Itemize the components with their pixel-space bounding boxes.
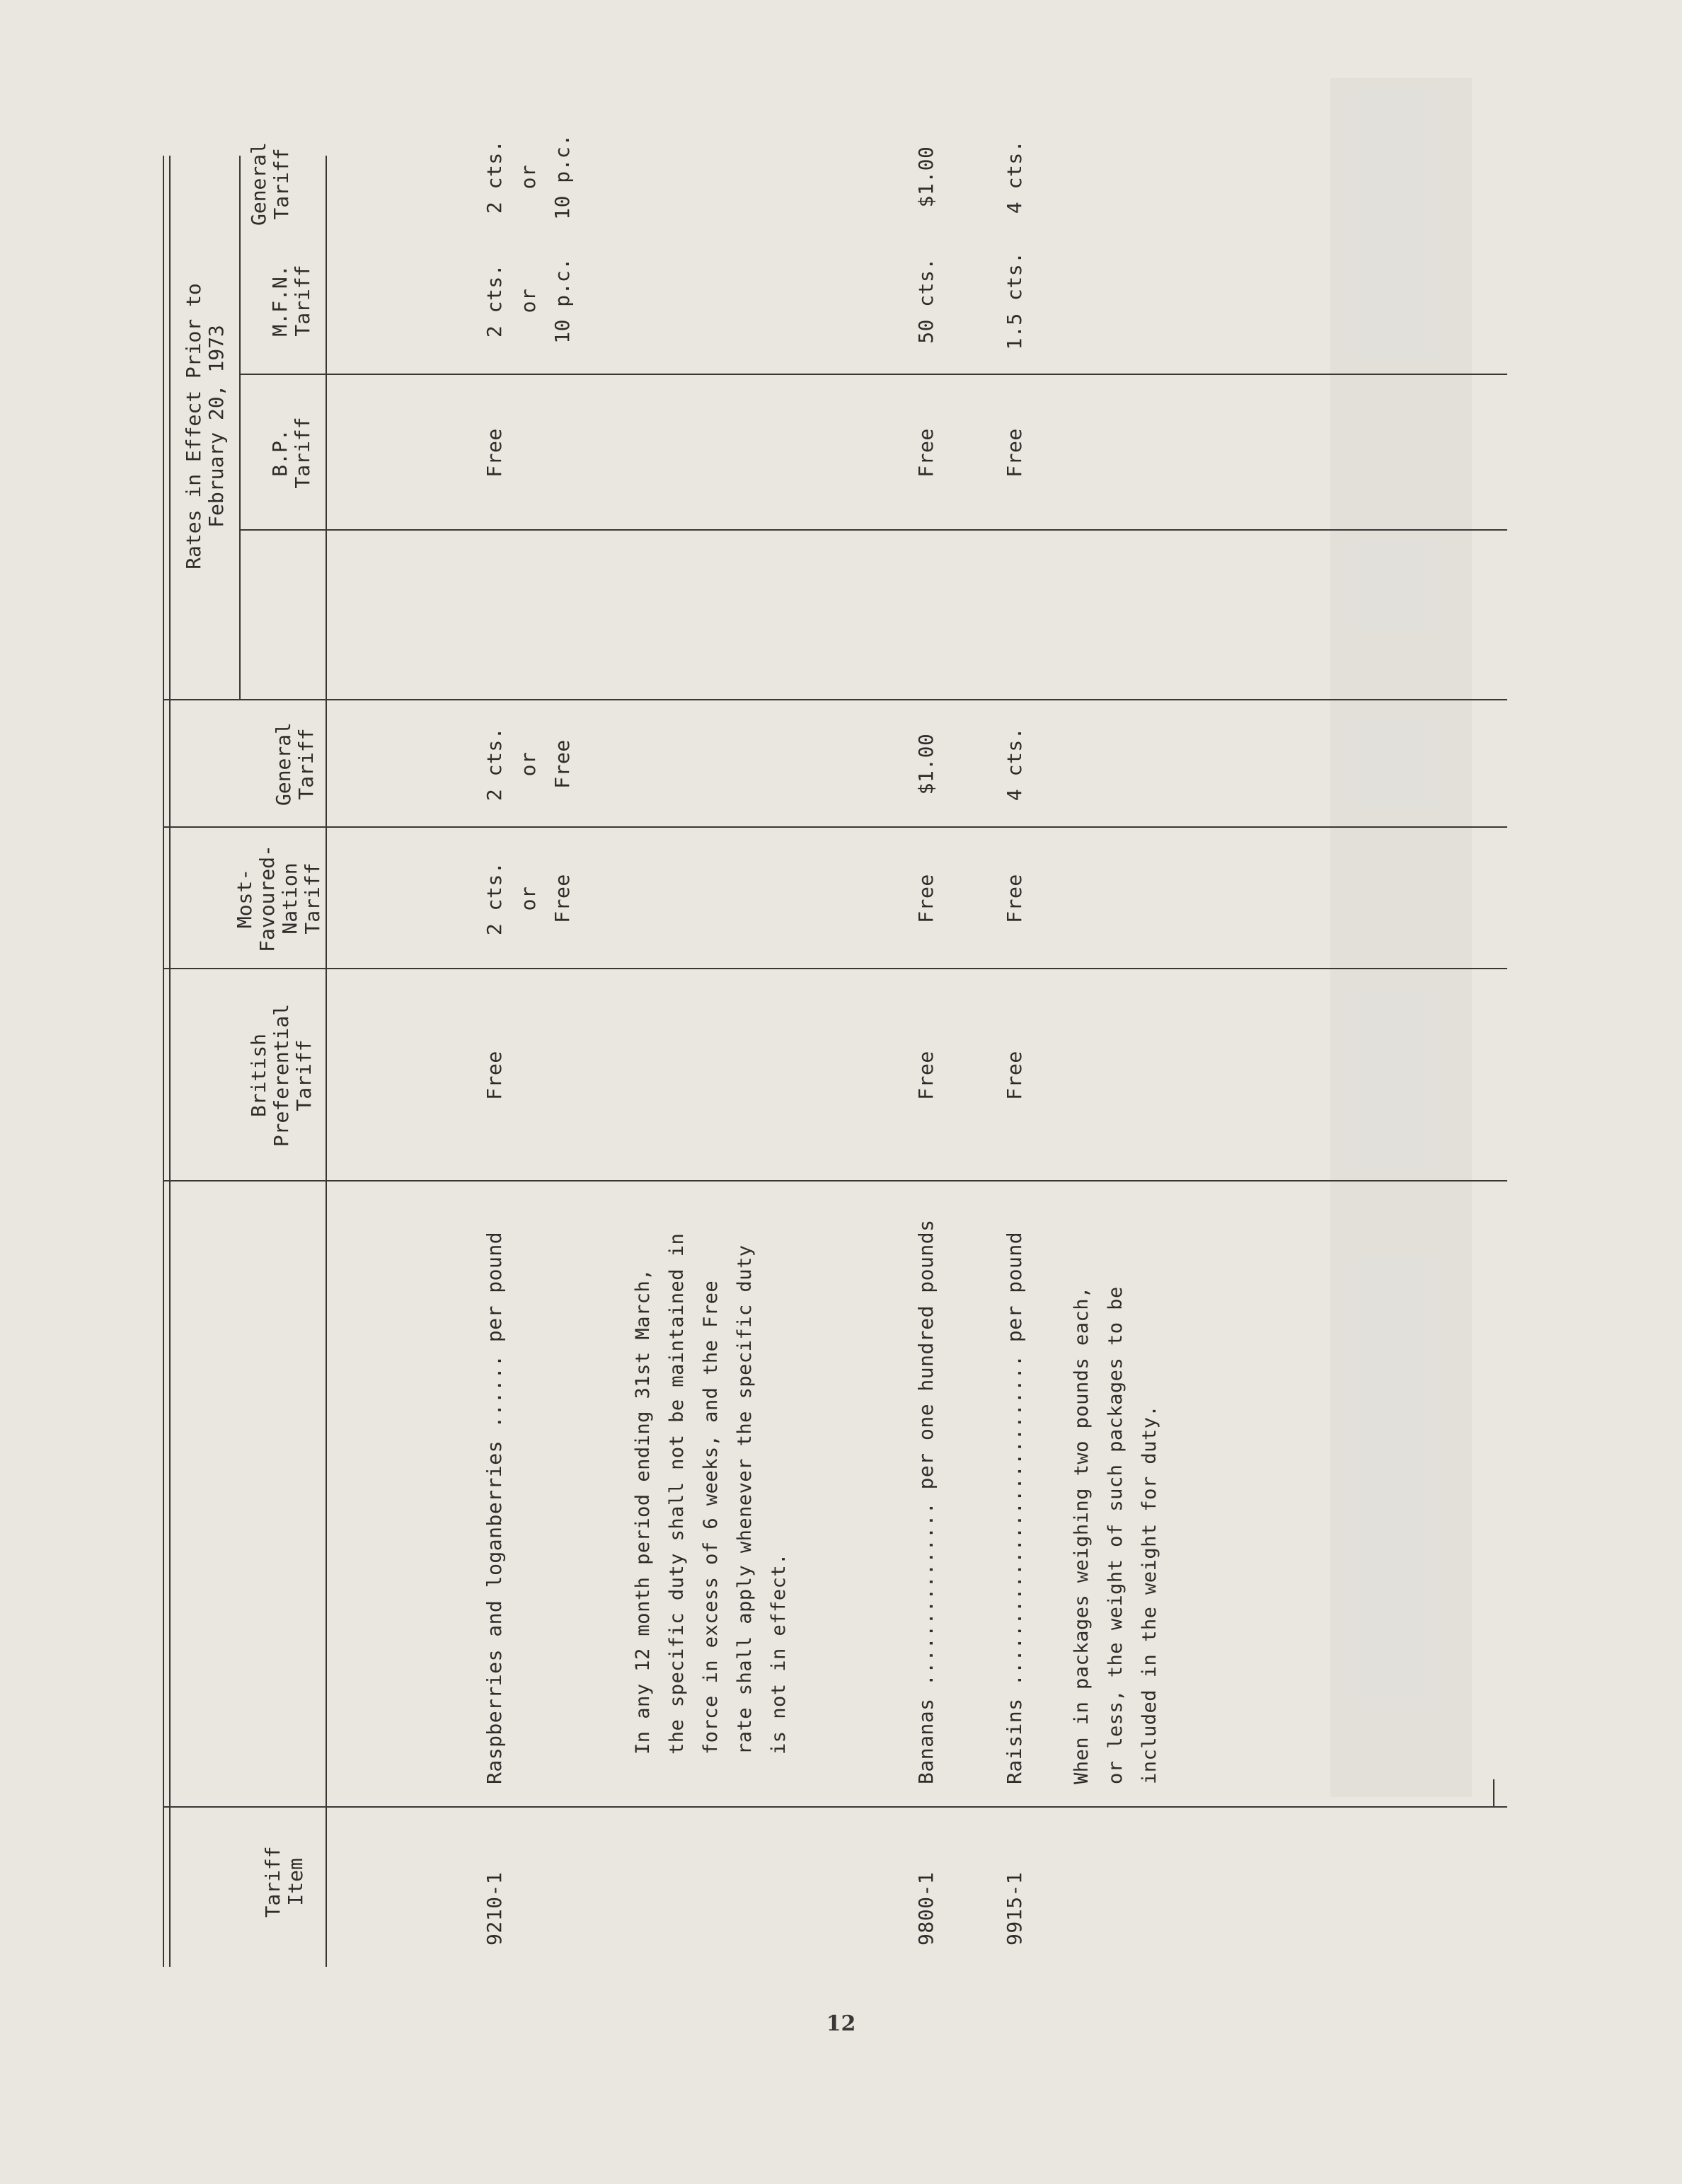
desc-bananas: Bananas ............... per one hundred pounds — [914, 1219, 938, 1784]
header-bottom-rule — [326, 156, 327, 1967]
mfn-9915-1: Free — [1003, 874, 1026, 923]
rotated-tariff-table — [163, 134, 1507, 1967]
note-raspberries: In any 12 month period ending 31st March, the specific duty shall not be maintained in force in excess of 6 weeks, and the Free rate shall apply whenever the specific duty is not in effect. — [632, 1232, 790, 1755]
prior-general-9210-1: 2 cts. or 10 p.c. — [483, 134, 574, 220]
header-british-preferential: British Preferential Tariff — [247, 1003, 316, 1148]
description-bottom-rule — [1493, 1779, 1494, 1808]
rates-group-rule — [239, 156, 241, 700]
col-divider-bp — [163, 968, 1507, 969]
header-rates-in-effect: Rates in Effect Prior to February 20, 1973 — [182, 283, 228, 570]
general-9915-1: 4 cts. — [1003, 727, 1026, 802]
prior-bp-9210-1: Free — [483, 428, 506, 478]
prior-general-9915-1: 4 cts. — [1003, 139, 1026, 214]
mfn-9210-1: 2 cts. or Free — [483, 861, 574, 936]
header-prior-mfn: M.F.N. Tariff — [268, 265, 314, 337]
prior-mfn-9800-1: 50 cts. — [914, 258, 938, 344]
header-tariff-item: Tariff Item — [261, 1846, 307, 1918]
table-top-border-inner — [169, 156, 171, 1967]
desc-raspberries: Raspberries and loganberries ...... per pound — [483, 1231, 506, 1784]
bpt-9210-1: Free — [483, 1051, 506, 1100]
header-prior-bp: B.P. Tariff — [268, 417, 314, 489]
header-most-favoured-nation: Most- Favoured- Nation Tariff — [233, 845, 324, 952]
col-divider-mfn — [163, 826, 1507, 828]
col-divider-prior-bp — [239, 529, 1507, 531]
general-9800-1: $1.00 — [914, 733, 938, 795]
item-9800-1: 9800-1 — [914, 1871, 938, 1946]
prior-bp-9800-1: Free — [914, 428, 938, 478]
prior-mfn-9210-1: 2 cts. or 10 p.c. — [483, 258, 574, 344]
item-9210-1: 9210-1 — [483, 1871, 506, 1946]
col-divider-description — [163, 1180, 1507, 1181]
page-number: 12 — [826, 2011, 856, 2036]
general-9210-1: 2 cts. or Free — [483, 727, 574, 802]
mfn-9800-1: Free — [914, 874, 938, 923]
note-raisins: When in packages weighing two pounds each, or less, the weight of such packages to be included in the weight for duty. — [1071, 1286, 1160, 1784]
header-prior-general: General Tariff — [247, 142, 293, 226]
item-9915-1: 9915-1 — [1003, 1871, 1026, 1946]
header-general: General Tariff — [272, 722, 318, 807]
prior-bp-9915-1: Free — [1003, 428, 1026, 478]
col-divider-general — [163, 699, 1507, 700]
col-divider-prior-mfn — [239, 374, 1507, 375]
col-divider-item — [163, 1806, 1507, 1808]
bpt-9800-1: Free — [914, 1051, 938, 1100]
bpt-9915-1: Free — [1003, 1051, 1026, 1100]
prior-mfn-9915-1: 1.5 cts. — [1003, 251, 1026, 350]
prior-general-9800-1: $1.00 — [914, 146, 938, 208]
desc-raisins: Raisins ........................... per pound — [1003, 1231, 1026, 1784]
table-top-border — [163, 156, 164, 1967]
